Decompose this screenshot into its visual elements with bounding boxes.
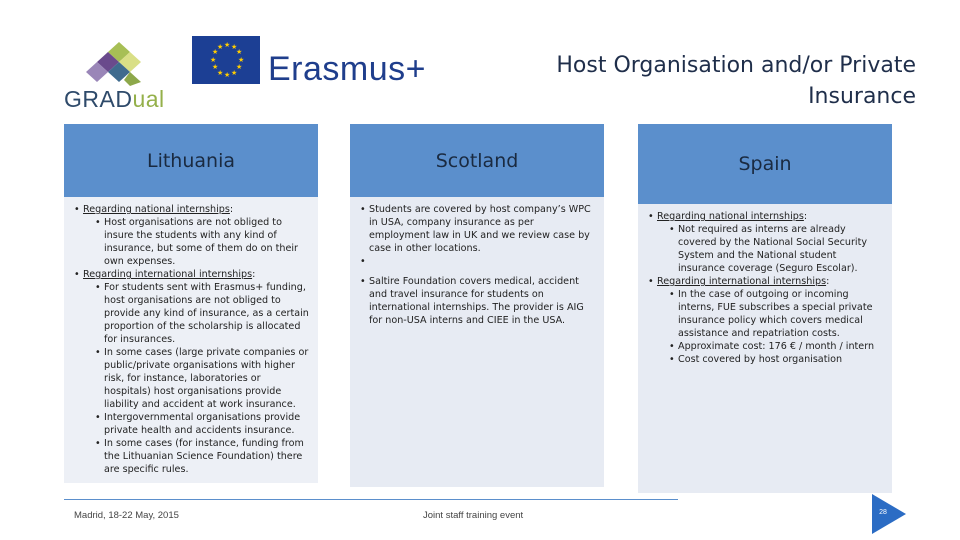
svg-text:★: ★	[224, 71, 231, 79]
list-item: • Regarding international internships: • For students sent with Erasmus+ funding, host organisations are not obliged to provide any kind of insurance, as a certain proportion of the scholarship is allocated for insurances. • In some cases (large private companies or public/private organisations with higher risk, for instance, laboratories or hospitals) host organisations provide liability and accident at work insurance. • Intergovernmental organisations provide private health and accidents insurance. • In some cases (for instance, funding from the Lithuanian Science Foundation) there are specific rules.	[74, 268, 310, 476]
gradual-logo	[60, 40, 180, 112]
footer-divider	[64, 499, 678, 500]
list-item: • Regarding national internships: • Host organisations are not obliged to insure the students with any kind of insurance, but some of them do on their own expenses.	[74, 203, 310, 268]
page-number-badge	[872, 494, 906, 534]
svg-text:★: ★	[212, 63, 219, 71]
column-heading: Spain	[638, 124, 892, 204]
svg-text:★: ★	[231, 43, 238, 51]
list-item: • Saltire Foundation covers medical, accident and travel insurance for students on international internships. The provider is AIG for non-USA interns and CIEE in the USA.	[360, 275, 596, 327]
svg-text:★: ★	[217, 43, 224, 51]
column-heading: Lithuania	[64, 124, 318, 197]
list-item: • Host organisations are not obliged to insure the students with any kind of insurance, but some of them do on their own expenses.	[95, 216, 310, 268]
svg-text:★: ★	[212, 48, 219, 56]
svg-text:★: ★	[236, 63, 243, 71]
list-item: • In some cases (large private companies or public/private organisations with higher risk, for instance, laboratories or hospitals) host organisations provide liability and accident at work insurance.	[95, 346, 310, 411]
svg-text:★: ★	[224, 41, 231, 49]
gradual-word-b: ual	[132, 86, 165, 112]
column-spain	[638, 124, 892, 493]
list-item: • Intergovernmental organisations provide private health and accidents insurance.	[95, 411, 310, 437]
list-item: • Not required as interns are already covered by the National Social Security System and the National student insurance coverage (Seguro Escolar).	[669, 223, 884, 275]
column-lithuania	[64, 124, 318, 483]
footer-event: Joint staff training event	[423, 510, 524, 521]
column-scotland	[350, 124, 604, 487]
column-body	[64, 197, 318, 483]
svg-text:★: ★	[238, 56, 245, 64]
list-item: • In some cases (for instance, funding from the Lithuanian Science Foundation) there are specific rules.	[95, 437, 310, 476]
column-body	[638, 204, 892, 493]
footer-location-date: Madrid, 18-22 May, 2015	[74, 510, 179, 521]
list-item: • For students sent with Erasmus+ funding, host organisations are not obliged to provide any kind of insurance, as a certain proportion of the scholarship is allocated for insurances.	[95, 281, 310, 346]
list-item: • Regarding international internships: • In the case of outgoing or incoming interns, FUE subscribes a special private insurance policy which covers medical assistance and repatriation costs. • Approximate cost: 176 € / month / intern • Cost covered by host organisation	[648, 275, 884, 366]
list-item: • Regarding national internships: • Not required as interns are already covered by the National Social Security System and the National student insurance coverage (Seguro Escolar).	[648, 210, 884, 275]
column-body	[350, 197, 604, 487]
svg-text:★: ★	[210, 56, 217, 64]
list-item: • Cost covered by host organisation	[669, 353, 884, 366]
gradual-word-a: GRAD	[64, 86, 133, 112]
svg-text:★: ★	[231, 69, 238, 77]
eu-flag-icon	[192, 36, 260, 84]
slide-title: Host Organisation and/or Private Insurance	[556, 53, 916, 109]
svg-text:★: ★	[236, 48, 243, 56]
page-number: 28	[879, 509, 887, 516]
svg-text:★: ★	[217, 69, 224, 77]
list-item: • In the case of outgoing or incoming interns, FUE subscribes a special private insurance policy which covers medical assistance and repatriation costs.	[669, 288, 884, 340]
gradual-logo-icon	[84, 40, 154, 86]
erasmus-logo-text: Erasmus+	[268, 50, 426, 88]
column-heading: Scotland	[350, 124, 604, 197]
list-item: • Approximate cost: 176 € / month / intern	[669, 340, 884, 353]
list-item: • Students are covered by host company’s WPC in USA, company insurance as per employment law in UK and we review case by case in other locations.	[360, 203, 596, 255]
